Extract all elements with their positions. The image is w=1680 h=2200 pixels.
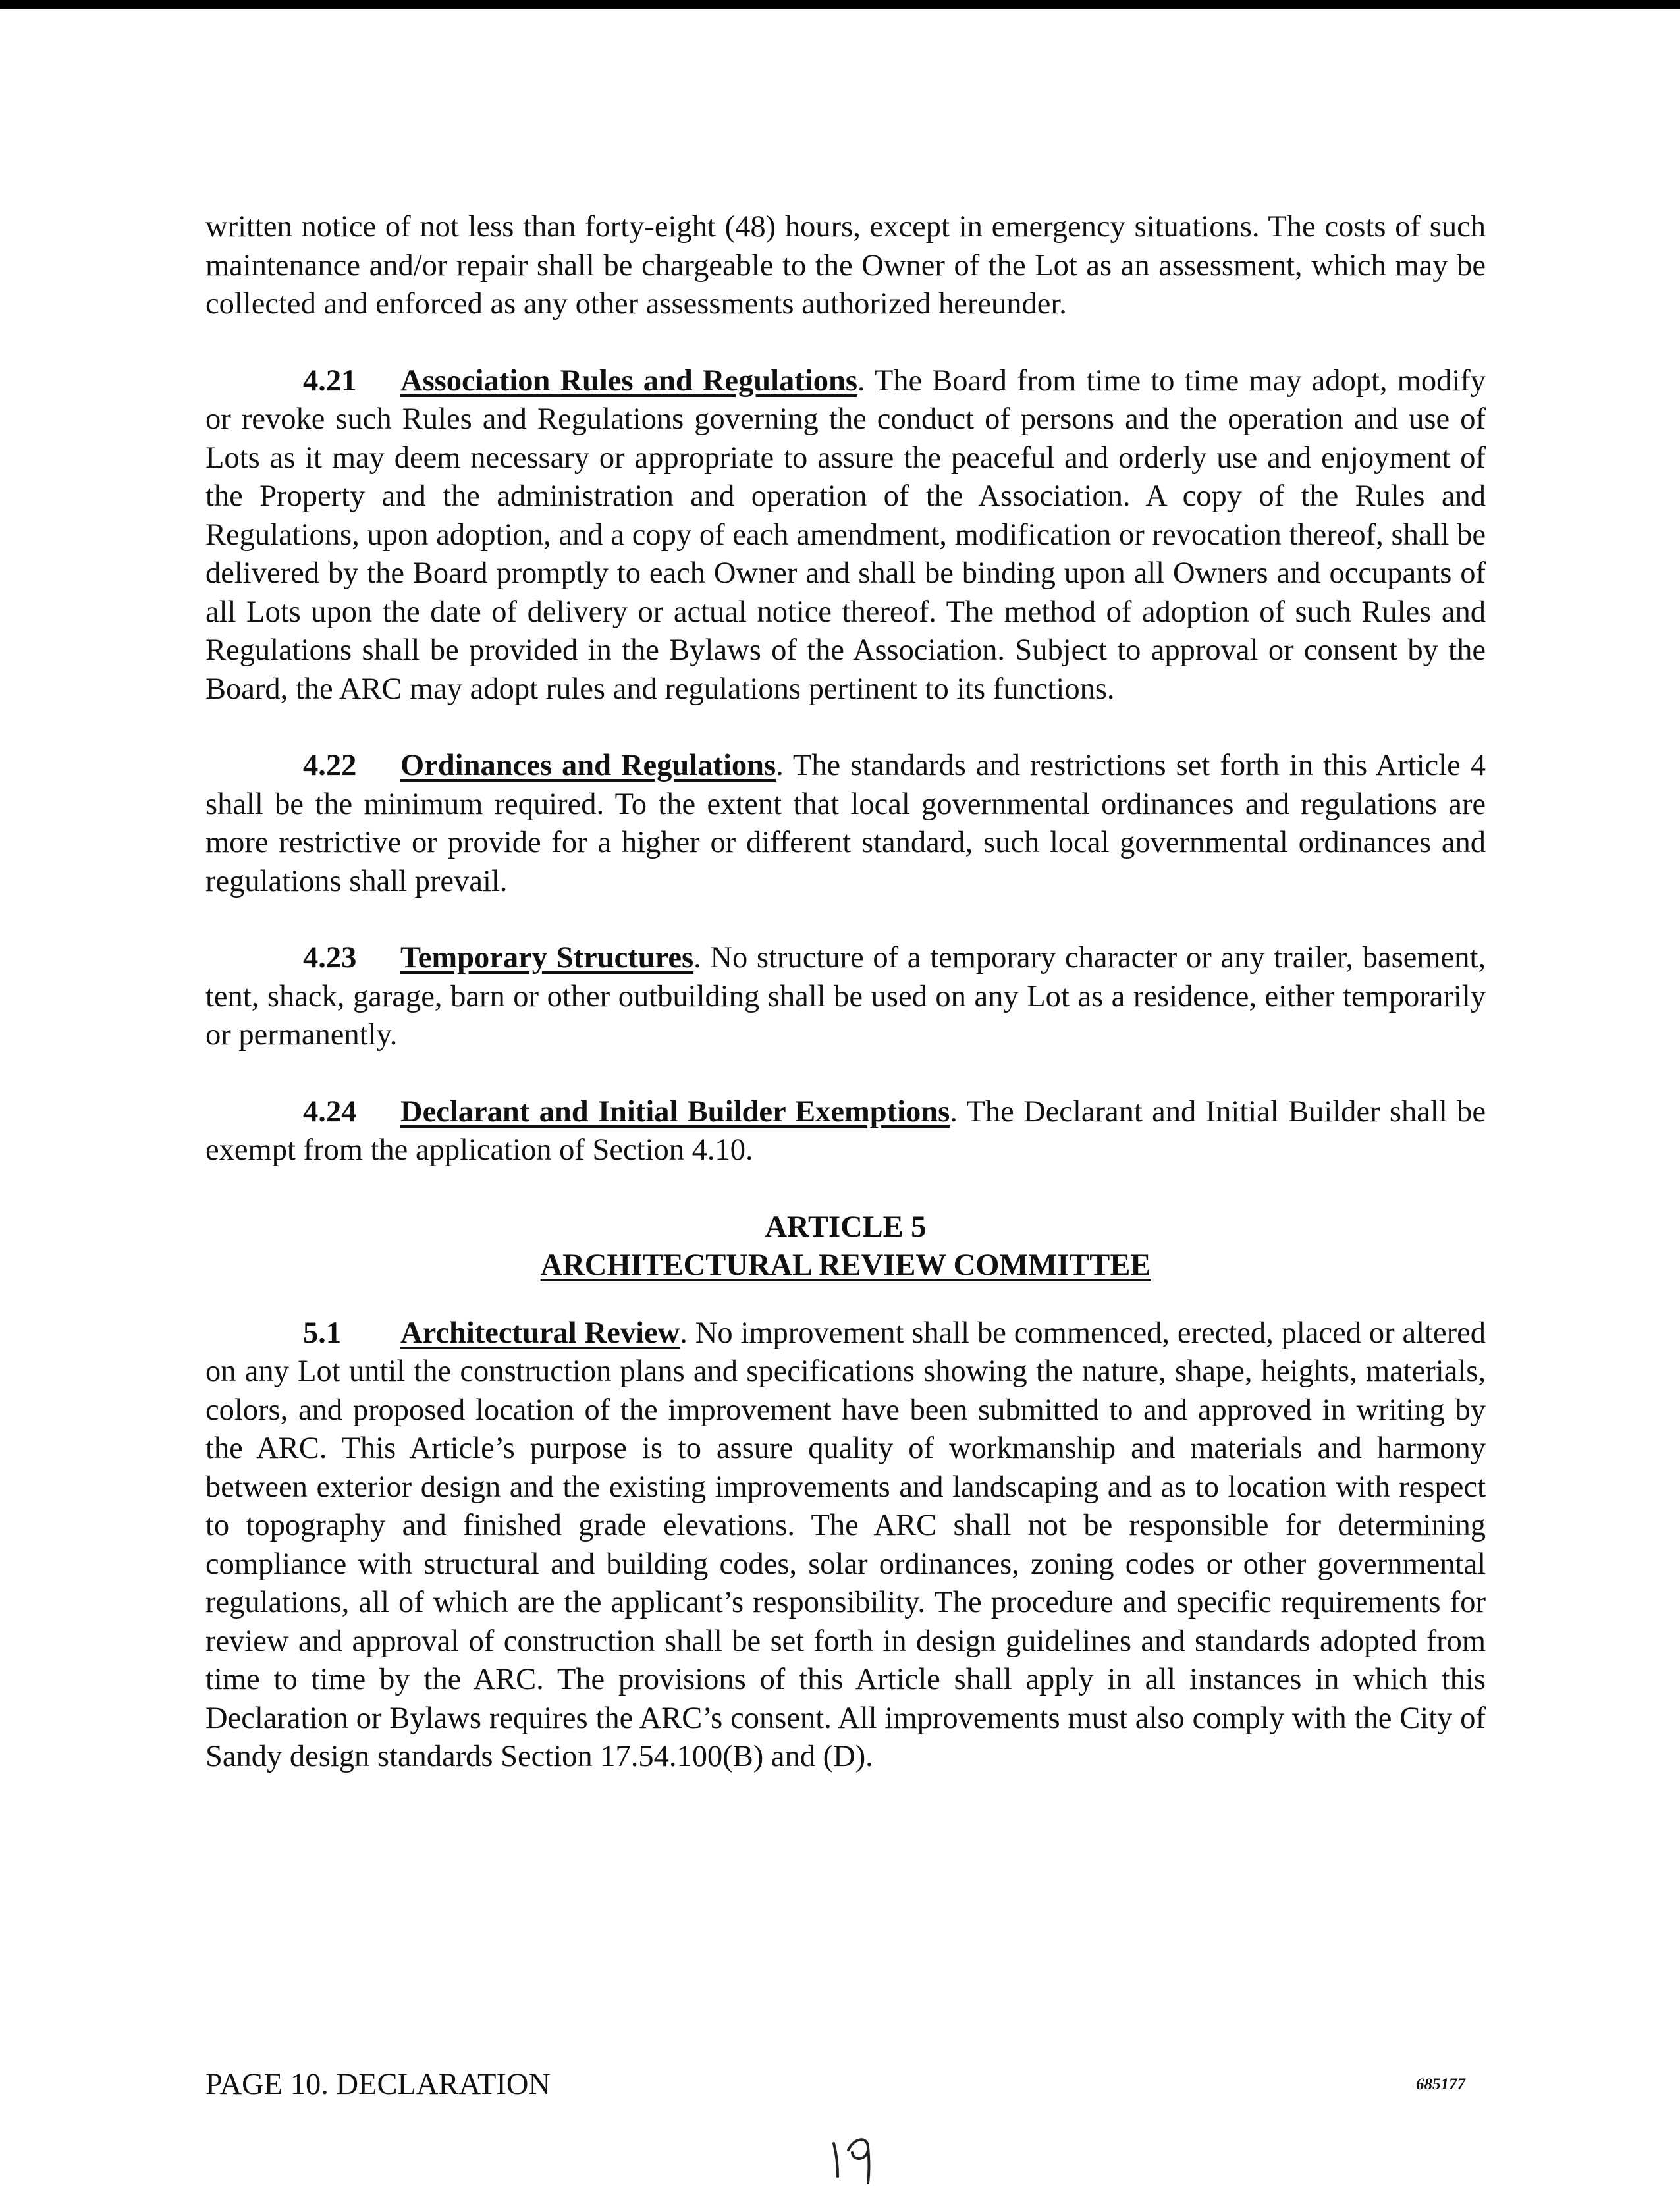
section-number: 4.23 bbox=[303, 941, 357, 975]
document-number: 685177 bbox=[1416, 2076, 1465, 2093]
section-number: 4.22 bbox=[303, 749, 357, 782]
section-title: Declarant and Initial Builder Exemptions bbox=[400, 1094, 950, 1129]
section-title-period: . bbox=[680, 1316, 688, 1350]
section-text: The Declarant and Initial Builder shall be exempt from the application of Section 4.10. bbox=[205, 1094, 1486, 1167]
section-4-24 bbox=[205, 1093, 1486, 1170]
section-5-1 bbox=[205, 1314, 1486, 1777]
section-text: The standards and restrictions set forth in this Article 4 shall be the minimum required. To the extent that local governmental ordinances and regulations are more restrictive or provide for a higher or different standard, such local governmental ordinances and regulations shall prevail. bbox=[205, 749, 1486, 898]
section-text: The Board from time to time may adopt, modify or revoke such Rules and Regulations governing the conduct of persons and the operation and use of Lots as it may deem necessary or appropriate to assure the peaceful and orderly use and enjoyment of the Property and the administration and operation of the Association. A copy of the Rules and Regulations, upon adoption, and a copy of each amendment, modification or revocation thereof, shall be delivered by the Board promptly to each Owner and shall be binding upon all Owners and occupants of all Lots upon the date of delivery or actual notice thereof. The method of adoption of such Rules and Regulations shall be provided in the Bylaws of the Association. Subject to approval or consent by the Board, the ARC may adopt rules and regulations pertinent to its functions. bbox=[205, 363, 1486, 706]
section-title-period: . bbox=[857, 363, 865, 398]
section-4-22 bbox=[205, 747, 1486, 901]
continuation-paragraph: written notice of not less than forty-eight (48) hours, except in emergency situations. The costs of such maintenance and/or repair shall be chargeable to the Owner of the Lot as an assessment, which may be collected and enforced as any other assessments authorized hereunder. bbox=[205, 210, 1486, 321]
article-heading-block bbox=[205, 1208, 1486, 1285]
document-body bbox=[205, 208, 1486, 1815]
article-number: ARTICLE 5 bbox=[765, 1210, 927, 1244]
scan-top-border bbox=[0, 0, 1680, 9]
section-title: Temporary Structures bbox=[400, 941, 694, 975]
section-number: 4.24 bbox=[303, 1094, 357, 1129]
section-title: Architectural Review bbox=[400, 1316, 680, 1350]
section-title-period: . bbox=[693, 941, 701, 975]
section-title: Ordinances and Regulations bbox=[400, 749, 776, 782]
section-number: 4.21 bbox=[303, 363, 357, 398]
section-4-23 bbox=[205, 939, 1486, 1055]
section-text: No improvement shall be commenced, erected, placed or altered on any Lot until the construction plans and specifications showing the nature, shape, heights, materials, colors, and proposed location of the improvement have been submitted to and approved in writing by the ARC. This Article’s purpose is to assure quality of workmanship and materials and harmony between exterior design and the existing improvements and landscaping and as to location with respect to topography and finished grade elevations. The ARC shall not be responsible for determining compliance with structural and building codes, solar ordinances, zoning codes or other governmental regulations, all of which are the applicant’s responsibility. The procedure and specific requirements for review and approval of construction shall be set forth in design guidelines and standards adopted from time to time by the ARC. The provisions of this Article shall apply in all instances in which this Declaration or Bylaws requires the ARC’s consent. All improvements must also comply with the City of Sandy design standards Section 17.54.100(B) and (D). bbox=[205, 1316, 1486, 1773]
section-title-period: . bbox=[950, 1094, 958, 1129]
section-number: 5.1 bbox=[303, 1316, 342, 1350]
section-4-21 bbox=[205, 362, 1486, 709]
section-title: Association Rules and Regulations bbox=[400, 363, 857, 398]
section-text: No structure of a temporary character or any trailer, basement, tent, shack, garage, barn or other outbuilding shall be used on any Lot as a residence, either temporarily or permanently. bbox=[205, 941, 1486, 1052]
handwritten-page-mark bbox=[828, 2124, 881, 2186]
page-footer-label: PAGE 10. DECLARATION bbox=[205, 2068, 551, 2101]
section-title-period: . bbox=[776, 749, 784, 782]
article-title: ARCHITECTURAL REVIEW COMMITTEE bbox=[540, 1248, 1151, 1282]
